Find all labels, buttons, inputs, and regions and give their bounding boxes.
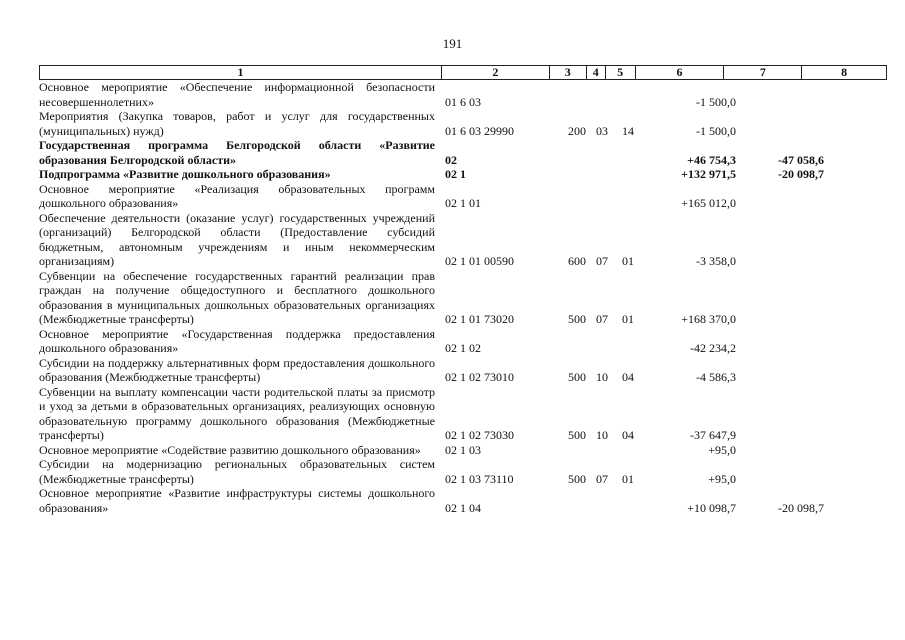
row-expense-type: 600: [568, 254, 586, 268]
row-section: [590, 443, 614, 458]
row-amount-1: -1 500,0: [696, 123, 736, 138]
row-name: Мероприятия (Закупка товаров, работ и услуг для государственных (муниципальных) нужд): [39, 109, 435, 138]
row-amount-2: -47 058,6: [778, 152, 824, 167]
row-subsection: [614, 327, 642, 356]
row-amount-3: [830, 327, 880, 356]
row-code: 02 1 02 73030: [445, 428, 514, 442]
table-row: [39, 385, 887, 443]
row-expense-type: [552, 443, 590, 458]
row-code: 01 6 03 29990: [445, 123, 514, 138]
row-amount-1: +46 754,3: [687, 152, 736, 167]
row-code: 02 1 02 73010: [445, 370, 514, 384]
row-name: Основное мероприятие «Развитие инфраструктуры системы дошкольного образования»: [39, 486, 435, 515]
row-amount-1: +132 971,5: [681, 167, 736, 181]
column-header-8: 8: [841, 65, 848, 79]
row-amount-3: [830, 443, 880, 458]
row-amount-2: [742, 443, 830, 458]
table-row: [39, 356, 887, 385]
row-section: 03: [596, 123, 608, 138]
row-section: 10: [596, 370, 608, 384]
row-name: Основное мероприятие «Реализация образовательных программ дошкольного образования»: [39, 181, 435, 210]
row-amount-1: -3 358,0: [696, 254, 736, 268]
row-name: Субсидии на модернизацию региональных образовательных систем (Межбюджетные трансферты): [39, 457, 435, 486]
row-expense-type: [552, 138, 590, 167]
row-amount-1: +95,0: [708, 471, 736, 486]
row-subsection: 04: [622, 370, 634, 384]
page-number: 191: [442, 36, 463, 51]
row-name: Субвенции на обеспечение государственных гарантий реализации прав граждан на получение общедоступного и бесплатного дошкольного образования в муниципальных дошкольных образовательных организациях (Межбюджетные трансферты): [39, 268, 435, 326]
row-expense-type: 500: [568, 312, 586, 326]
row-expense-type: 500: [568, 428, 586, 442]
row-code: 02 1 04: [445, 500, 481, 515]
row-amount-3: [830, 457, 880, 486]
table-row: [39, 138, 887, 167]
row-subsection: 01: [622, 471, 634, 486]
row-section: [590, 327, 614, 356]
row-section: [590, 182, 614, 211]
row-amount-1: -37 647,9: [690, 428, 736, 442]
table-row: [39, 80, 887, 109]
row-expense-type: [552, 80, 590, 109]
row-section: [590, 138, 614, 167]
row-expense-type: [552, 167, 590, 182]
row-amount-1: +10 098,7: [687, 500, 736, 515]
row-subsection: 01: [622, 312, 634, 326]
table-row: [39, 327, 887, 356]
column-header-7: 7: [724, 66, 802, 79]
row-amount-1: +95,0: [708, 442, 736, 457]
row-expense-type: 500: [568, 471, 586, 486]
row-code: 02 1 01: [445, 196, 481, 210]
row-subsection: 04: [622, 428, 634, 442]
row-amount-2: [742, 457, 830, 486]
row-section: [590, 486, 614, 515]
table-row: [39, 109, 887, 138]
row-amount-2: [742, 385, 830, 443]
row-amount-3: [830, 356, 880, 385]
row-code: 02 1 01 73020: [445, 312, 514, 326]
column-header-3: 3: [550, 66, 587, 79]
row-name: Субсидии на поддержку альтернативных форм предоставления дошкольного образования (Межбюджетные трансферты): [39, 355, 435, 384]
table-row: [39, 182, 887, 211]
row-amount-1: -4 586,3: [696, 370, 736, 384]
table-row: [39, 443, 887, 458]
row-code: 02 1 03: [445, 442, 481, 457]
row-amount-2: -20 098,7: [778, 500, 824, 515]
row-amount-1: +168 370,0: [681, 312, 736, 326]
row-amount-2: [742, 182, 830, 211]
row-name: Основное мероприятие «Содействие развитию дошкольного образования»: [39, 442, 421, 457]
row-code: 02: [445, 152, 457, 167]
row-amount-2: [742, 356, 830, 385]
column-header-4: 4: [587, 66, 606, 79]
row-name: Обеспечение деятельности (оказание услуг) государственных учреждений (организаций) Белгородской области (Предоставление субсидий бюджетным, автономным учреждениям и иным некоммерческим организациям): [39, 210, 435, 268]
table-row: [39, 457, 887, 486]
row-amount-1: +165 012,0: [681, 196, 736, 210]
row-subsection: [614, 443, 642, 458]
row-code: 02 1 01 00590: [445, 254, 514, 268]
row-amount-3: [830, 182, 880, 211]
row-subsection: [614, 486, 642, 515]
row-code: 01 6 03: [445, 94, 481, 109]
table-row: [39, 211, 887, 269]
row-amount-2: [742, 327, 830, 356]
row-section: 07: [596, 254, 608, 268]
row-amount-3: [830, 80, 880, 109]
row-amount-2: [742, 211, 830, 269]
column-header-2: 2: [442, 66, 550, 79]
row-subsection: [614, 182, 642, 211]
row-amount-3: [830, 109, 880, 138]
row-expense-type: [552, 182, 590, 211]
row-expense-type: [552, 327, 590, 356]
row-name: Субвенции на выплату компенсации части родительской платы за присмотр и уход за детьми в образовательных организациях, реализующих основную образовательную программу дошкольного образования (Межбюджетные трансферты): [39, 384, 435, 442]
row-amount-1: -42 234,2: [690, 341, 736, 355]
row-subsection: [614, 167, 642, 182]
row-expense-type: [552, 486, 590, 515]
table-header: [39, 65, 887, 80]
table-body: [39, 80, 887, 515]
row-amount-2: [742, 269, 830, 327]
row-subsection: [614, 138, 642, 167]
row-subsection: 01: [622, 254, 634, 268]
row-name: Подпрограмма «Развитие дошкольного образования»: [39, 167, 331, 181]
row-subsection: [614, 80, 642, 109]
row-amount-2: -20 098,7: [778, 167, 824, 181]
row-expense-type: 200: [568, 123, 586, 138]
row-amount-3: [830, 138, 880, 167]
column-header-5: 5: [606, 66, 636, 79]
row-subsection: 14: [622, 123, 634, 138]
table-row: [39, 167, 887, 182]
row-code: 02 1 03 73110: [445, 471, 514, 486]
row-section: [590, 80, 614, 109]
row-code: 02 1: [445, 167, 466, 181]
row-amount-3: [830, 167, 880, 182]
row-amount-2: [742, 109, 830, 138]
row-name: Основное мероприятие «Государственная поддержка предоставления дошкольного образования»: [39, 326, 435, 355]
row-section: 07: [596, 312, 608, 326]
row-name: Основное мероприятие «Обеспечение информационной безопасности несовершеннолетних»: [39, 80, 435, 109]
row-amount-3: [830, 211, 880, 269]
row-amount-2: [742, 80, 830, 109]
table-row: [39, 269, 887, 327]
row-amount-3: [830, 486, 880, 515]
table-row: [39, 486, 887, 515]
row-name: Государственная программа Белгородской области «Развитие образования Белгородской области»: [39, 138, 435, 167]
row-amount-3: [830, 385, 880, 443]
row-section: 07: [596, 471, 608, 486]
row-code: 02 1 02: [445, 341, 481, 355]
row-amount-1: -1 500,0: [696, 94, 736, 109]
column-header-6: 6: [636, 66, 725, 79]
column-header-1: 1: [40, 66, 442, 79]
row-expense-type: 500: [568, 370, 586, 384]
row-section: 10: [596, 428, 608, 442]
row-amount-3: [830, 269, 880, 327]
row-section: [590, 167, 614, 182]
